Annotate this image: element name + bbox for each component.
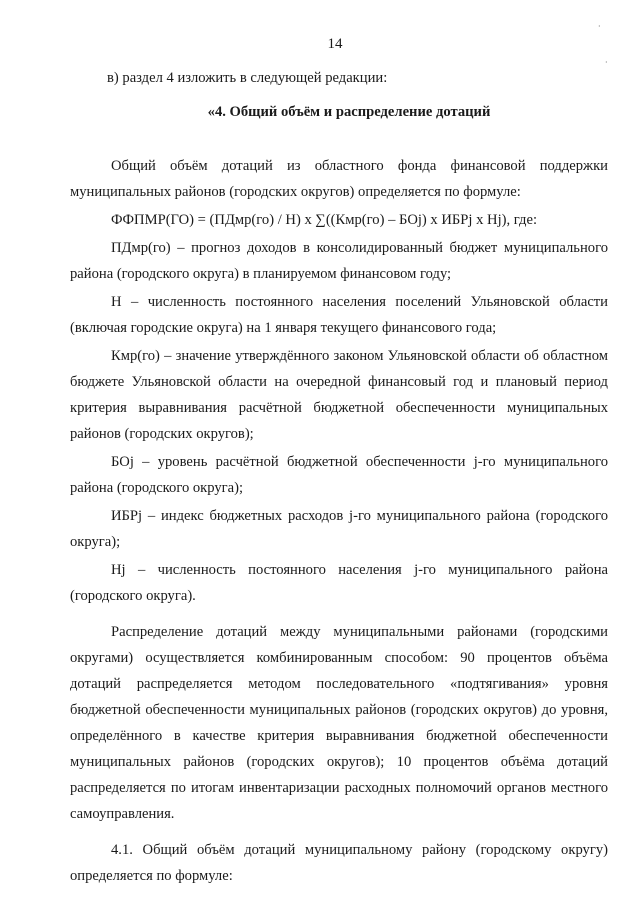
definition-n: Н – численность постоянного населения поселений Ульяновской области (включая городские округа) на 1 января текущего финансового года;	[70, 294, 608, 336]
definition-kmr: Кмр(го) – значение утверждённого законом Ульяновской области об областном бюджете Ульяновской области на очередной финансовый год и плановый период критерия выравнивания расчётной бюджетной обеспеченности муниципальных районов (городских округов);	[70, 348, 608, 442]
paragraph-total-volume: Общий объём дотаций из областного фонда финансовой поддержки муниципальных районов (городских округов) определяется по формуле:	[70, 158, 608, 200]
section-heading: «4. Общий объём и распределение дотаций	[207, 104, 491, 120]
definition-boj: БОj – уровень расчётной бюджетной обеспеченности j-го муниципального района (городского округа);	[70, 454, 608, 496]
definition-nj: Нj – численность постоянного населения j-го муниципального района (городского округа).	[70, 562, 608, 604]
definition-ibrj: ИБРj – индекс бюджетных расходов j-го муниципального района (городского округа);	[70, 508, 608, 550]
definition-pd: ПДмр(го) – прогноз доходов в консолидированный бюджет муниципального района (городского округа) в планируемом финансовом году;	[70, 240, 608, 282]
paragraph-distribution: Распределение дотаций между муниципальными районами (городскими округами) осуществляется комбинированным способом: 90 процентов объёма дотаций распределяется методом последовательного «подтягивания» уровня бюджетной обеспеченности муниципальных районов (городских округов) до уровня, определённого в качестве критерия выравнивания бюджетной обеспеченности муниципальных районов (городских округов); 10 процентов объёма дотаций распределяется по итогам инвентаризации расходных полномочий органов местного самоуправления.	[70, 624, 608, 822]
scan-mark: ·	[605, 58, 608, 67]
formula: ФФПМР(ГО) = (ПДмр(го) / Н) x ∑((Кмр(го) – БОj) x ИБРj x Нj), где:	[111, 212, 538, 228]
paragraph-4-1: 4.1. Общий объём дотаций муниципальному району (городскому округу) определяется по формуле:	[70, 842, 608, 884]
scan-mark: ·	[598, 22, 601, 31]
page-number: 14	[327, 36, 343, 52]
intro-line: в) раздел 4 изложить в следующей редакции:	[107, 70, 388, 86]
